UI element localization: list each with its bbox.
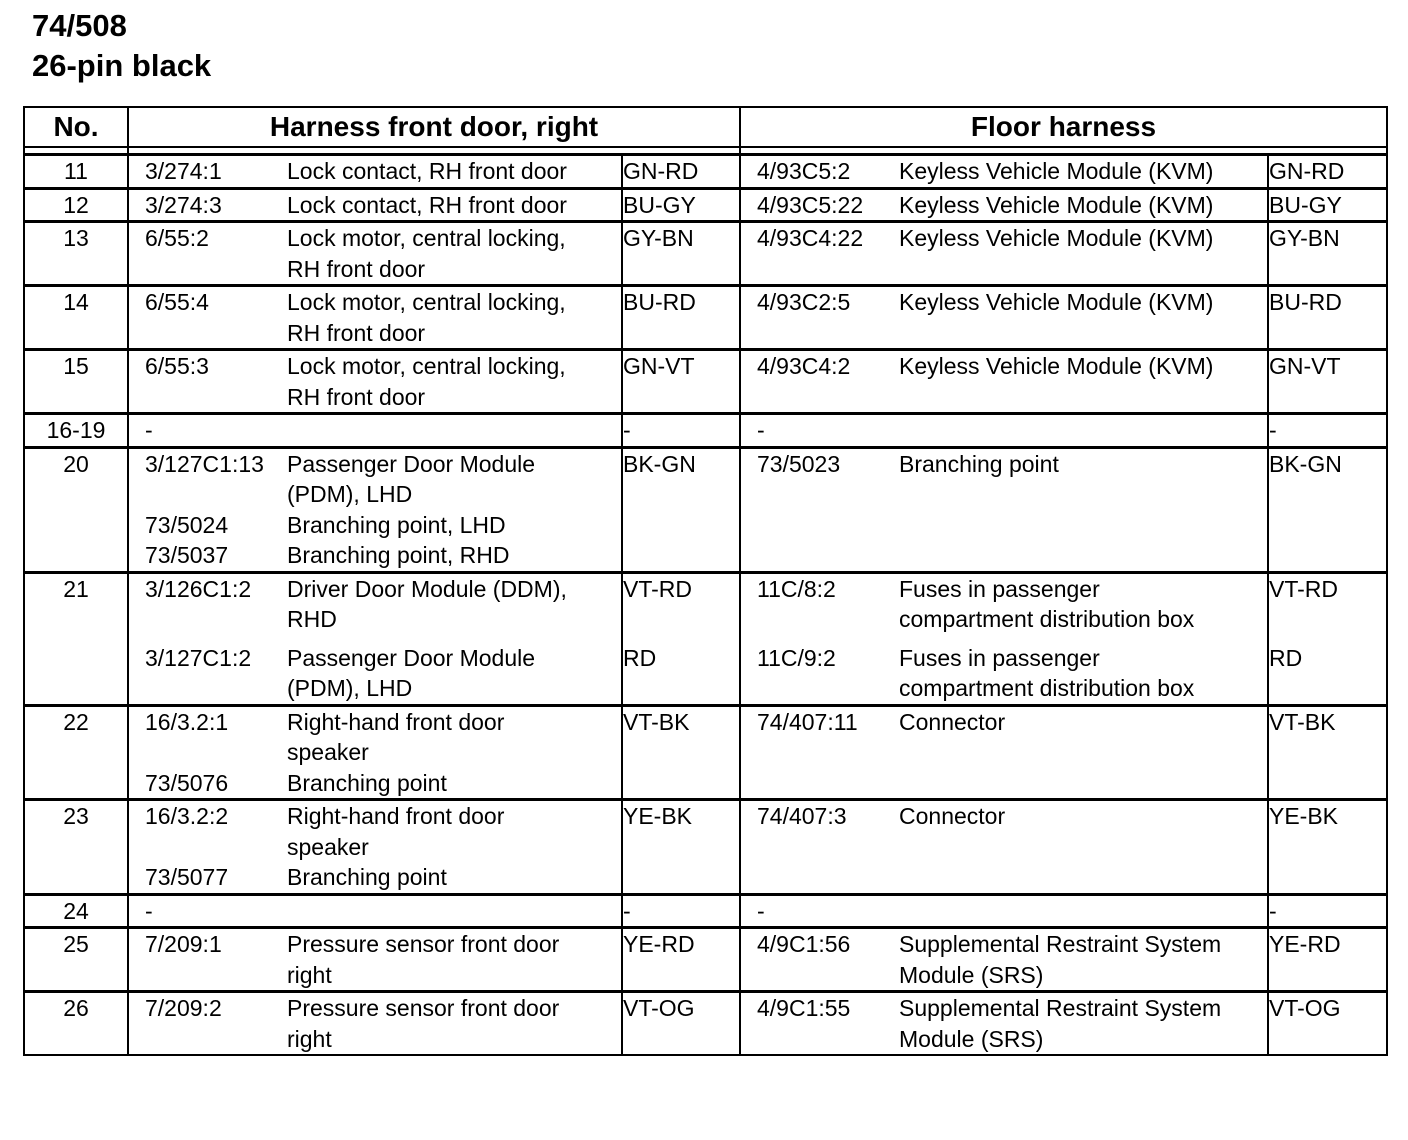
table-row [24,447,1387,572]
table-row [24,705,1387,800]
connection-line [741,960,1267,991]
component-code [741,960,899,991]
connection-line [129,479,621,510]
floor-harness-connection [740,350,1268,414]
connection-line [741,604,1267,635]
pin-number: 20 [24,447,128,572]
front-door-connection [128,188,622,222]
connection-line [129,604,621,635]
component-description: Fuses in passenger [899,575,1100,602]
pin-number: 21 [24,572,128,705]
component-description: compartment distribution box [899,606,1195,632]
connection-line [129,156,621,187]
component-description: Keyless Vehicle Module (KVM) [899,191,1214,218]
component-description: Supplemental Restraint System [899,931,1222,957]
table-row [24,414,1387,448]
pin-number: 22 [24,705,128,800]
connector-id: 74/508 [32,8,127,43]
front-door-wire-color-cell [622,286,740,350]
component-code: 6/55:4 [145,289,209,315]
front-door-connection [128,155,622,189]
table-header-row [24,107,1387,147]
connection-line [741,896,1267,927]
table-row [24,992,1387,1056]
pin-number: 23 [24,800,128,895]
component-description: Keyless Vehicle Module (KVM) [899,158,1214,184]
front-door-wire-color-cell [622,800,740,895]
component-description: Keyless Vehicle Module (KVM) [899,225,1214,251]
connection-line [129,382,621,413]
front-door-wire-color-cell [622,705,740,800]
component-description: Fuses in passenger [899,644,1100,671]
component-code: 3/126C1:2 [145,575,252,602]
component-code: 4/93C4:22 [757,225,864,251]
component-code [129,832,287,863]
wire-color: YE-BK [1269,803,1339,829]
connection-line [129,737,621,768]
connection-line [129,673,621,704]
floor-harness-wire-color-cell [1268,414,1387,448]
component-description [287,896,621,927]
wire-color: RD [1269,644,1303,671]
pin-number: 16-19 [24,414,128,448]
pin-number: 24 [24,894,128,928]
component-description: Lock motor, central locking, [287,353,566,379]
connection-line [741,929,1267,960]
wire-color: YE-RD [1269,931,1341,957]
front-door-connection [128,800,622,895]
component-code: 3/274:3 [145,191,222,218]
connection-line [129,510,621,541]
floor-harness-connection [740,928,1268,992]
connection-line [129,801,621,832]
wire-color: YE-BK [623,803,693,829]
component-code [129,382,287,413]
component-code [129,479,287,510]
component-code: - [757,897,765,924]
wire-color: VT-RD [623,575,692,602]
table-row [24,894,1387,928]
front-door-wire-color-cell [622,350,740,414]
component-description: Branching point [287,769,447,796]
component-code: 74/407:3 [757,803,847,829]
component-description [899,896,1267,927]
front-door-connection [128,572,622,705]
floor-harness-connection [740,155,1268,189]
front-door-connection [128,286,622,350]
floor-harness-connection [740,992,1268,1056]
connection-line [129,993,621,1024]
table-row [24,222,1387,286]
wire-color: GN-VT [1269,353,1341,379]
wire-color: - [1269,417,1277,443]
connection-line [741,415,1267,446]
component-code [129,1024,287,1055]
front-door-wire-color-cell [622,992,740,1056]
table-row [24,800,1387,895]
connection-line [129,574,621,605]
header-floor-harness: Floor harness [740,107,1387,147]
connection-line [741,449,1267,480]
component-code: 73/5023 [757,450,841,477]
front-door-wire-color-cell [622,414,740,448]
wire-color: BU-RD [1269,289,1342,315]
pin-number: 26 [24,992,128,1056]
component-code: 73/5037 [145,542,229,568]
connection-line [129,643,621,674]
connection-line [741,223,1267,254]
wire-color: - [623,897,631,924]
table-row [24,928,1387,992]
component-code: 4/9C1:56 [757,931,851,957]
front-door-wire-color-cell [622,447,740,572]
header-spacer-row [24,147,1387,155]
front-door-connection [128,705,622,800]
floor-harness-wire-color-cell [1268,705,1387,800]
floor-harness-wire-color-cell [1268,992,1387,1056]
table-row [24,572,1387,705]
component-description: Right-hand front door [287,803,505,829]
front-door-wire-color-cell [622,928,740,992]
floor-harness-connection [740,705,1268,800]
component-description: Connector [899,803,1006,829]
component-code: - [757,417,765,443]
component-code [741,1024,899,1055]
wire-color: - [1269,897,1277,924]
connection-line [741,643,1267,674]
connection-line [129,929,621,960]
component-description: RH front door [287,255,426,282]
front-door-connection [128,447,622,572]
component-description: right [287,1025,332,1052]
table-row [24,286,1387,350]
floor-harness-wire-color-cell [1268,447,1387,572]
component-code [741,604,899,635]
component-code: 73/5077 [145,864,229,890]
table-row [24,350,1387,414]
floor-harness-connection [740,414,1268,448]
component-description: Keyless Vehicle Module (KVM) [899,289,1214,315]
component-description: RH front door [287,383,426,410]
component-description [287,415,621,446]
table-row [24,155,1387,189]
component-code: 73/5024 [145,511,229,538]
component-code: 16/3.2:2 [145,803,229,829]
floor-harness-wire-color-cell [1268,222,1387,286]
connection-line [129,862,621,893]
component-description: Pressure sensor front door [287,931,560,957]
wire-color: GN-RD [1269,158,1345,184]
component-code: 74/407:11 [757,708,858,735]
front-door-wire-color-cell [622,222,740,286]
component-description: (PDM), LHD [287,481,413,507]
floor-harness-connection [740,800,1268,895]
component-code: 7/209:1 [145,931,222,957]
component-code [129,673,287,704]
front-door-wire-color-cell [622,188,740,222]
connection-line [741,707,1267,738]
connection-line [129,351,621,382]
wire-color: BK-GN [623,450,696,477]
pin-number: 11 [24,155,128,189]
floor-harness-wire-color-cell [1268,572,1387,705]
pin-number: 12 [24,188,128,222]
connection-line [129,1024,621,1055]
front-door-wire-color-cell [622,572,740,705]
component-description: Driver Door Module (DDM), [287,575,567,602]
connection-line [129,190,621,221]
component-description: speaker [287,739,369,765]
component-description: speaker [287,833,369,860]
floor-harness-connection [740,188,1268,222]
pin-number: 14 [24,286,128,350]
component-code: 73/5076 [145,769,229,796]
header-no: No. [24,107,128,147]
component-description: Keyless Vehicle Module (KVM) [899,353,1214,379]
component-description: (PDM), LHD [287,675,413,701]
floor-harness-connection [740,286,1268,350]
component-description: Branching point, RHD [287,542,510,568]
front-door-connection [128,222,622,286]
component-description: Passenger Door Module [287,644,536,671]
connection-line [741,673,1267,704]
connection-line [129,960,621,991]
component-code: 11C/8:2 [757,575,836,602]
wire-color: GY-BN [623,225,694,251]
front-door-connection [128,992,622,1056]
connection-line [741,1024,1267,1055]
component-description: Lock contact, RH front door [287,191,567,218]
component-code: 4/93C5:22 [757,191,864,218]
connector-description: 26-pin black [32,48,212,83]
component-description: RH front door [287,319,426,346]
wire-color: VT-BK [623,708,690,735]
connection-line [129,707,621,738]
front-door-connection [128,894,622,928]
table-row [24,188,1387,222]
pin-number: 13 [24,222,128,286]
wire-color: YE-RD [623,931,695,957]
connection-line [129,318,621,349]
wire-color: GN-VT [623,353,695,379]
connection-line [129,223,621,254]
component-description [899,415,1267,446]
component-description: Pressure sensor front door [287,995,560,1021]
wire-color: VT-RD [1269,575,1338,602]
component-description: RHD [287,606,337,632]
component-description: Module (SRS) [899,961,1044,988]
component-description: right [287,961,332,988]
pin-number: 15 [24,350,128,414]
component-code: 7/209:2 [145,995,222,1021]
component-description: Branching point, LHD [287,511,506,538]
component-description: Branching point [899,450,1059,477]
component-description: Connector [899,708,1006,735]
pin-number: 25 [24,928,128,992]
component-code: 4/93C4:2 [757,353,851,379]
wire-color: GN-RD [623,158,699,184]
connection-line [741,574,1267,605]
component-code: - [145,417,153,443]
connection-line [129,415,621,446]
component-code [129,604,287,635]
floor-harness-connection [740,572,1268,705]
component-code [129,960,287,991]
connection-line [129,896,621,927]
component-code: 4/93C2:5 [757,289,851,315]
floor-harness-wire-color-cell [1268,800,1387,895]
component-description: Lock motor, central locking, [287,289,566,315]
component-code: 4/9C1:55 [757,995,851,1021]
component-code [129,254,287,285]
connection-line [741,190,1267,221]
connection-line [741,993,1267,1024]
floor-harness-connection [740,447,1268,572]
front-door-connection [128,350,622,414]
front-door-connection [128,928,622,992]
pinout-table [23,106,1388,1056]
floor-harness-wire-color-cell [1268,155,1387,189]
component-code: 3/274:1 [145,158,222,184]
floor-harness-connection [740,894,1268,928]
wire-color: - [623,417,631,443]
component-description: Lock contact, RH front door [287,158,567,184]
connection-line [741,351,1267,382]
component-description: Passenger Door Module [287,450,536,477]
floor-harness-connection [740,222,1268,286]
wire-color: VT-BK [1269,708,1336,735]
component-code: 16/3.2:1 [145,708,229,735]
floor-harness-wire-color-cell [1268,188,1387,222]
front-door-wire-color-cell [622,894,740,928]
header-harness-front-door-right: Harness front door, right [128,107,740,147]
wire-color: BU-GY [1269,191,1342,218]
component-code: - [145,897,153,924]
connection-line [741,156,1267,187]
wire-color: BU-RD [623,289,696,315]
connection-line [129,768,621,799]
component-code [129,737,287,768]
component-code [129,318,287,349]
front-door-wire-color-cell [622,155,740,189]
wire-color: RD [623,644,657,671]
component-code: 3/127C1:2 [145,644,252,671]
wire-color: GY-BN [1269,225,1340,251]
wire-color: VT-OG [1269,995,1341,1021]
component-code: 11C/9:2 [757,644,836,671]
floor-harness-wire-color-cell [1268,286,1387,350]
component-description: Branching point [287,864,447,890]
component-description: compartment distribution box [899,675,1195,701]
wire-color: VT-OG [623,995,695,1021]
floor-harness-wire-color-cell [1268,928,1387,992]
wire-color: BU-GY [623,191,696,218]
connection-line [129,287,621,318]
connection-line [129,254,621,285]
component-description: Supplemental Restraint System [899,995,1222,1021]
component-code: 6/55:3 [145,353,209,379]
front-door-connection [128,414,622,448]
pin-rows [24,155,1387,1056]
connection-line [741,287,1267,318]
wire-color: BK-GN [1269,450,1342,477]
connection-line [741,801,1267,832]
component-code: 3/127C1:13 [145,450,264,477]
connection-line [129,832,621,863]
component-description: Module (SRS) [899,1025,1044,1052]
connection-line [129,540,621,571]
component-code: 4/93C5:2 [757,158,851,184]
component-description: Right-hand front door [287,708,505,735]
connection-line [129,449,621,480]
component-code: 6/55:2 [145,225,209,251]
floor-harness-wire-color-cell [1268,894,1387,928]
floor-harness-wire-color-cell [1268,350,1387,414]
component-description: Lock motor, central locking, [287,225,566,251]
component-code [741,673,899,704]
